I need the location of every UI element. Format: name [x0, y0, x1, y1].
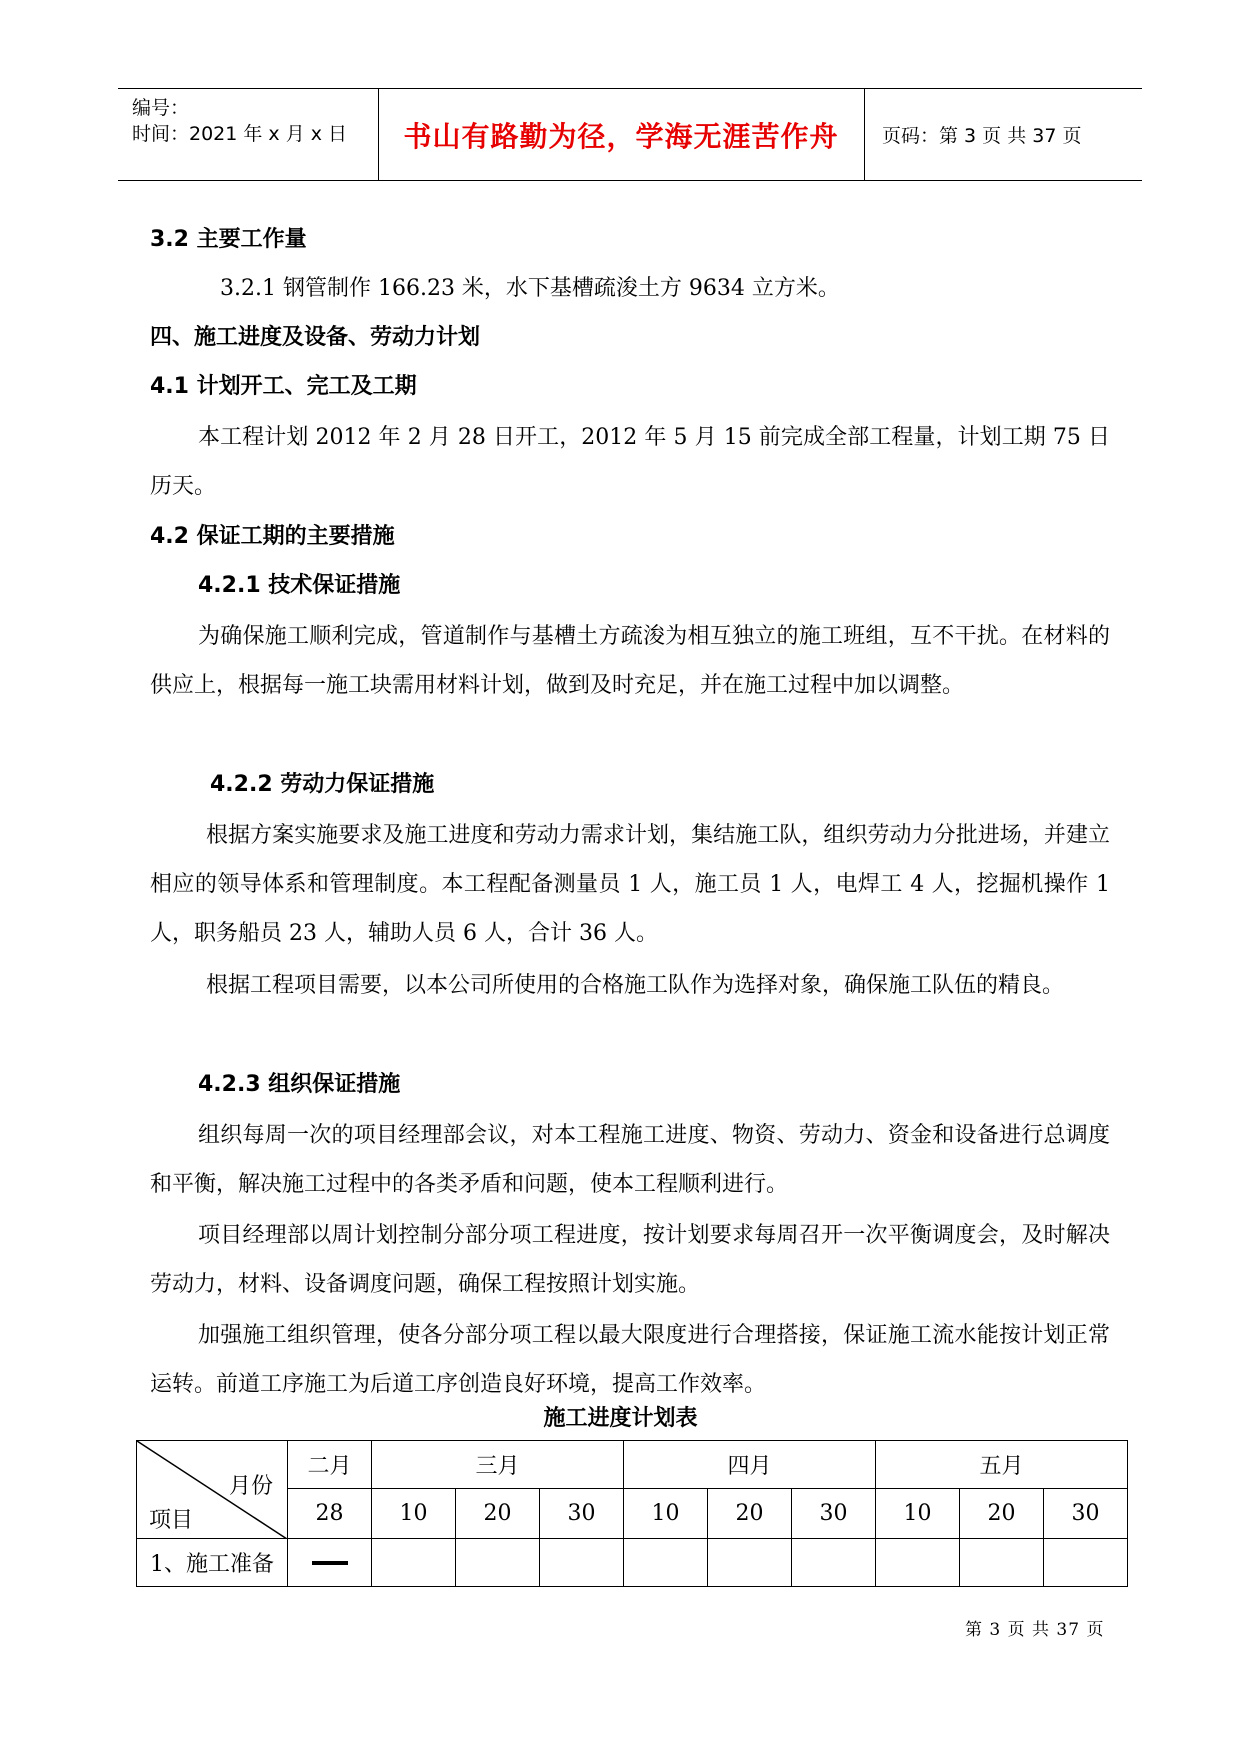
heading-4-2-3: 4.2.3 组织保证措施: [198, 1072, 401, 1097]
schedule-cell: [456, 1539, 540, 1587]
header-meta: [118, 89, 379, 180]
table-caption: 施工进度计划表: [543, 1406, 698, 1431]
schedule-cell: [708, 1539, 792, 1587]
paragraph-4-2-1: 为确保施工顺利完成，管道制作与基槽土方疏浚为相互独立的施工班组，互不干扰。在材料的供应上，根据每一施工块需用材料计划，做到及时充足，并在施工过程中加以调整。: [150, 624, 1110, 698]
schedule-cell: [624, 1539, 708, 1587]
progress-bar-mark: [312, 1561, 348, 1565]
day-header: 20: [960, 1489, 1044, 1539]
schedule-cell: [288, 1539, 372, 1587]
table-row: [137, 1539, 1128, 1587]
paragraph-4-1: 本工程计划 2012 年 2 月 28 日开工，2012 年 5 月 15 前完成全部工程量，计划工期 75 日历天。: [150, 425, 1110, 499]
page-header: [118, 88, 1142, 181]
day-header: 30: [1044, 1489, 1128, 1539]
page-footer: 第 3 页 共 37 页: [965, 1620, 1105, 1640]
heading-3-2: 3.2 主要工作量: [150, 227, 307, 252]
heading-4: 四、施工进度及设备、劳动力计划: [150, 325, 481, 350]
schedule-cell: [960, 1539, 1044, 1587]
schedule-cell: [792, 1539, 876, 1587]
day-header: 20: [708, 1489, 792, 1539]
day-header: 30: [540, 1489, 624, 1539]
table-header-row-months: [137, 1441, 1128, 1489]
schedule-cell: [372, 1539, 456, 1587]
schedule-table: [136, 1440, 1128, 1587]
paragraph-3-2-1: 3.2.1 钢管制作 166.23 米，水下基槽疏浚土方 9634 立方米。: [220, 276, 840, 301]
heading-4-1: 4.1 计划开工、完工及工期: [150, 374, 417, 399]
doc-number-label: 编号：: [132, 97, 190, 119]
month-header: 四月: [624, 1441, 876, 1489]
heading-4-2-1: 4.2.1 技术保证措施: [198, 573, 401, 598]
day-header: 28: [288, 1489, 372, 1539]
paragraph-4-2-3c: 加强施工组织管理，使各分部分项工程以最大限度进行合理搭接，保证施工流水能按计划正常运转。前道工序施工为后道工序创造良好环境，提高工作效率。: [150, 1323, 1110, 1397]
day-header: 30: [792, 1489, 876, 1539]
table-corner-cell: [137, 1441, 288, 1539]
paragraph-4-2-3a: 组织每周一次的项目经理部会议，对本工程施工进度、物资、劳动力、资金和设备进行总调度和平衡，解决施工过程中的各类矛盾和问题，使本工程顺利进行。: [150, 1123, 1110, 1197]
schedule-cell: [876, 1539, 960, 1587]
schedule-cell: [540, 1539, 624, 1587]
paragraph-4-2-2a: 根据方案实施要求及施工进度和劳动力需求计划，集结施工队，组织劳动力分批进场，并建立相应的领导体系和管理制度。本工程配备测量员 1 人，施工员 1 人，电焊工 4 人，挖掘机操作 1 人，职务船员 23 人，辅助人员 6 人，合计 36 人。: [150, 823, 1110, 946]
month-header: 五月: [876, 1441, 1128, 1489]
heading-4-2: 4.2 保证工期的主要措施: [150, 524, 395, 549]
day-header: 20: [456, 1489, 540, 1539]
corner-month-label: 月份: [228, 1474, 273, 1499]
schedule-cell: [1044, 1539, 1128, 1587]
month-header: 二月: [288, 1441, 372, 1489]
header-page-info: 页码：第 3 页 共 37 页: [882, 125, 1082, 147]
paragraph-4-2-2b: 根据工程项目需要，以本公司所使用的合格施工队作为选择对象，确保施工队伍的精良。: [206, 973, 1065, 998]
heading-4-2-2: 4.2.2 劳动力保证措施: [210, 772, 435, 797]
corner-item-label: 项目: [149, 1508, 194, 1533]
header-motto: 书山有路勤为径，学海无涯苦作舟: [378, 89, 865, 180]
day-header: 10: [876, 1489, 960, 1539]
day-header: 10: [624, 1489, 708, 1539]
row-label: 1、施工准备: [137, 1539, 288, 1587]
day-header: 10: [372, 1489, 456, 1539]
paragraph-4-2-3b: 项目经理部以周计划控制分部分项工程进度，按计划要求每周召开一次平衡调度会，及时解决劳动力，材料、设备调度问题，确保工程按照计划实施。: [150, 1223, 1110, 1297]
month-header: 三月: [372, 1441, 624, 1489]
doc-date: 时间：2021 年 x 月 x 日: [132, 123, 348, 145]
